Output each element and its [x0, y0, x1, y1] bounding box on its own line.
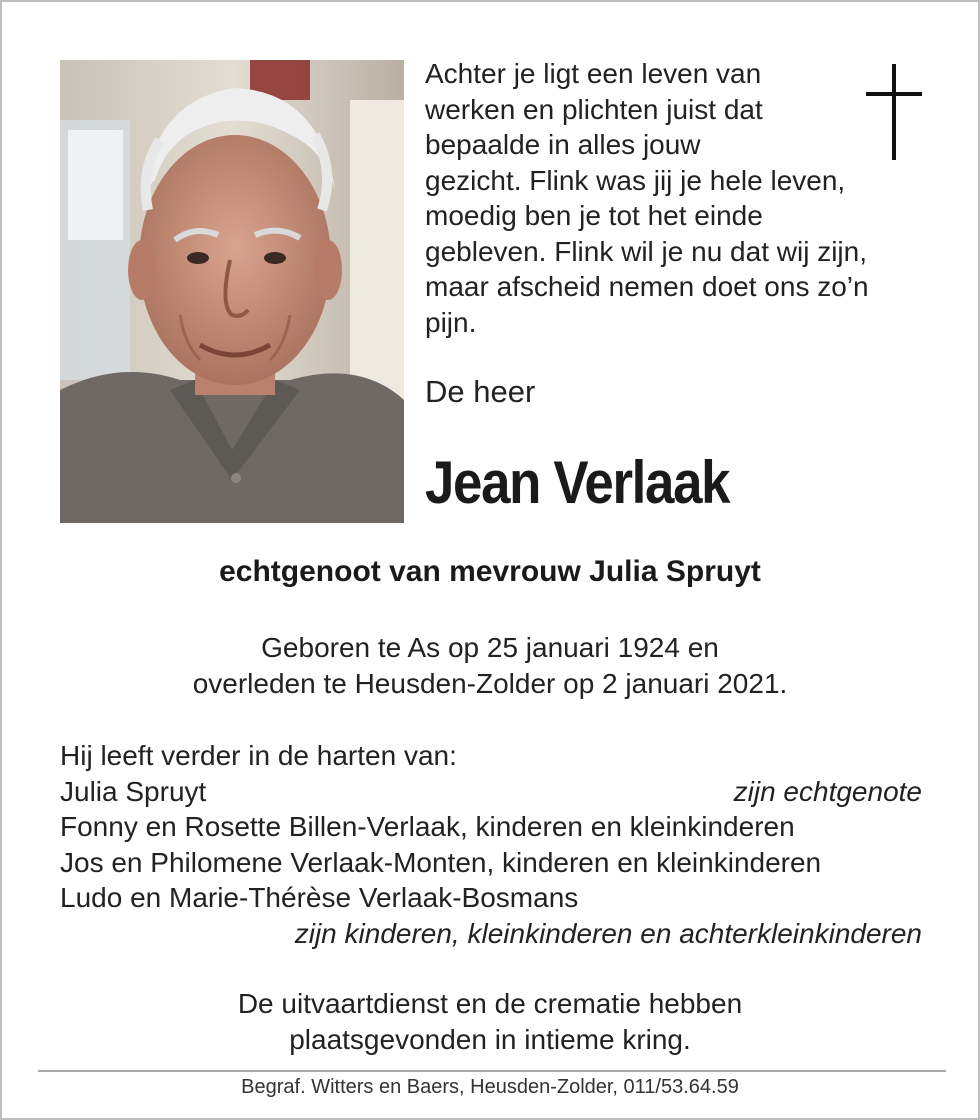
funeral-home-footer: Begraf. Witters en Baers, Heusden-Zolder, 011/53.64.59	[241, 1076, 739, 1098]
birth-death-dates	[2, 630, 978, 702]
poem-line: Achter je ligt een leven van	[425, 58, 762, 89]
latin-cross-icon	[866, 64, 924, 162]
family-intro: Hij leeft verder in de harten van:	[60, 740, 457, 771]
death-line: overleden te Heusden-Zolder op 2 januari 2021.	[192, 668, 788, 699]
poem	[425, 56, 935, 340]
poem-line: gezicht. Flink was jij je hele leven,	[425, 164, 846, 196]
portrait-illustration	[60, 60, 404, 523]
list-item: Jos en Philomene Verlaak-Monten, kinderen en kleinkinderen	[60, 846, 822, 878]
children-role: zijn kinderen, kleinkinderen en achterkleinkinderen	[294, 917, 922, 949]
closing-note	[2, 986, 978, 1057]
family-list	[60, 738, 922, 951]
closing-line: De uitvaartdienst en de crematie hebben	[237, 988, 743, 1019]
spouse-line: echtgenoot van mevrouw Julia Spruyt	[219, 555, 761, 588]
poem-line: maar afscheid nemen doet ons zo’n	[425, 271, 869, 302]
birth-line: Geboren te As op 25 januari 1924 en	[261, 632, 719, 663]
closing-line: plaatsgevonden in intieme kring.	[289, 1023, 691, 1055]
list-item: Fonny en Rosette Billen-Verlaak, kinderen en kleinkinderen	[60, 811, 795, 842]
poem-line: bepaalde in alles jouw	[425, 129, 701, 160]
list-item: Ludo en Marie-Thérèse Verlaak-Bosmans	[60, 882, 579, 913]
poem-line: pijn.	[425, 306, 477, 338]
poem-line: moedig ben je tot het einde	[425, 200, 763, 231]
spouse-role: zijn echtgenote	[733, 775, 922, 807]
portrait-photo	[60, 60, 404, 523]
poem-line: werken en plichten juist dat	[425, 93, 763, 125]
poem-line: gebleven. Flink wil je nu dat wij zijn,	[425, 235, 867, 267]
spouse-name: Julia Spruyt	[60, 775, 207, 807]
honorific: De heer	[425, 374, 536, 409]
deceased-name: Jean Verlaak	[425, 449, 730, 516]
divider	[38, 1070, 946, 1072]
list-item	[60, 774, 922, 810]
